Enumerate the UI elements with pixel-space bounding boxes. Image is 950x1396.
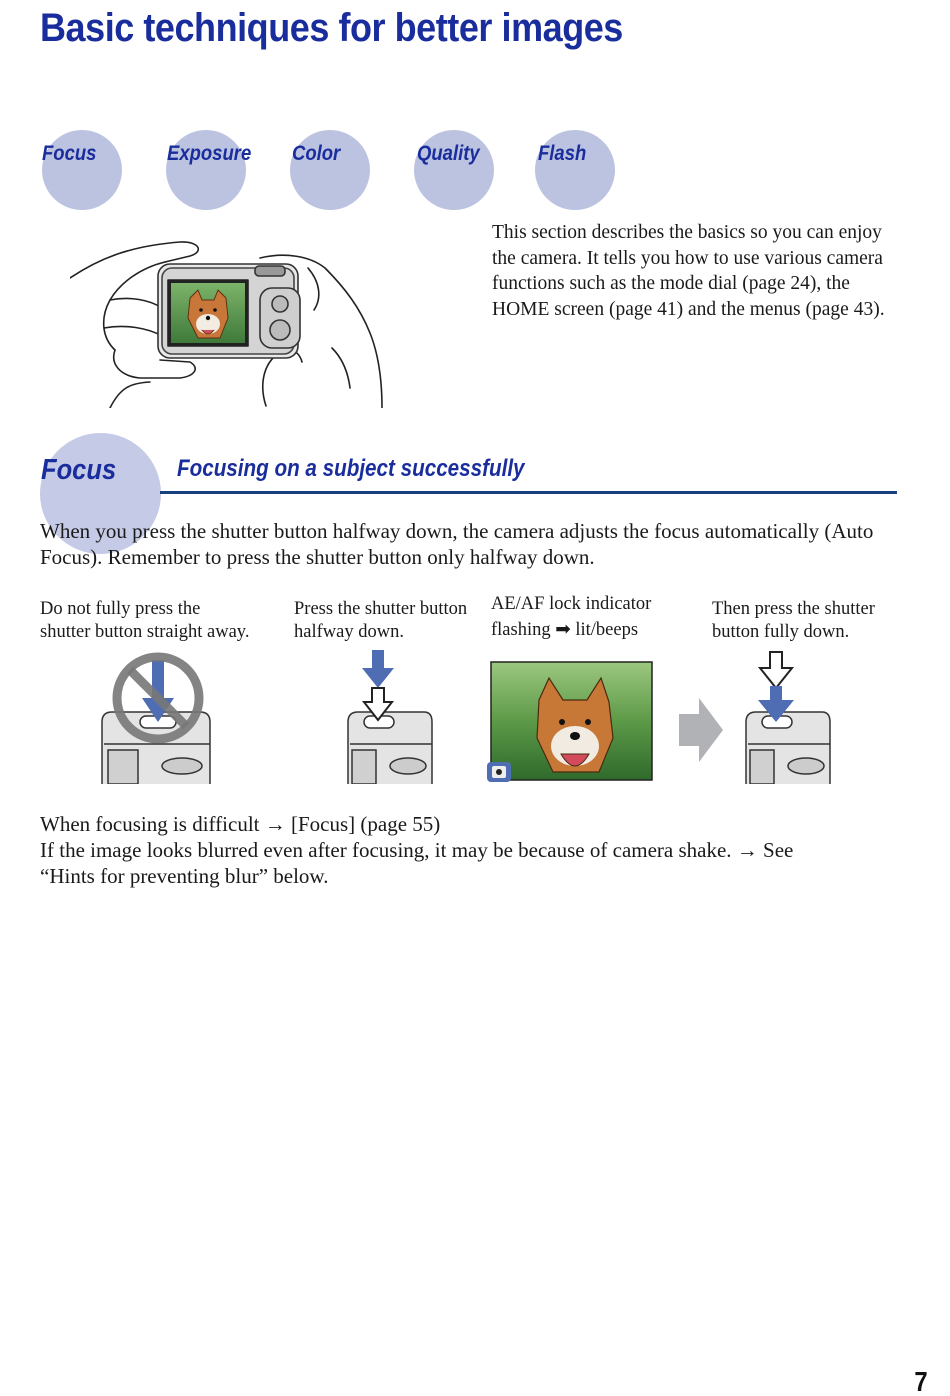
hint-blur-line-1: If the image looks blurred even after focusing, it may be because of camera shake. → See	[40, 838, 794, 862]
step-4-line-2: button fully down.	[712, 621, 850, 642]
page-title: Basic techniques for better images	[40, 6, 623, 50]
step-2-figure	[346, 650, 434, 784]
step-3-line-2a: flashing	[491, 619, 551, 640]
step-3-line-1: AE/AF lock indicator	[491, 594, 652, 614]
outline-down-arrow-icon	[760, 652, 792, 688]
ae-af-lock-indicator-icon	[487, 762, 511, 782]
step-3-line-2b: lit/beeps	[575, 619, 639, 640]
tab-quality[interactable]: Quality	[417, 142, 480, 165]
tab-focus[interactable]: Focus	[42, 142, 97, 165]
tab-color[interactable]: Color	[292, 142, 341, 165]
page-number: 7	[914, 1366, 928, 1396]
step-3-lcd-figure	[487, 660, 655, 784]
step-2-caption	[294, 598, 467, 643]
down-arrow-icon	[362, 650, 394, 688]
hint-blur-line-2: “Hints for preventing blur” below.	[40, 864, 329, 888]
focus-body-paragraph: When you press the shutter button halfway down, the camera adjusts the focus automatically (Auto Focus). Remember to press the shutter button only halfway down.	[40, 519, 874, 569]
next-step-arrow-icon	[679, 698, 723, 762]
camera-in-hands-illustration	[70, 238, 386, 408]
step-2-line-1: Press the shutter button	[294, 599, 468, 619]
step-2-line-2: halfway down.	[294, 621, 404, 642]
tab-exposure[interactable]: Exposure	[167, 142, 252, 165]
section-heading: Focusing on a subject successfully	[177, 455, 525, 482]
step-3-caption	[491, 593, 651, 641]
step-4-figure	[744, 650, 832, 784]
step-1-caption	[40, 598, 249, 643]
focus-section-badge: Focus	[41, 454, 117, 486]
step-4-line-1: Then press the shutter	[712, 599, 875, 619]
step-4-caption	[712, 598, 875, 643]
intro-paragraph: This section describes the basics so you can enjoy the camera. It tells you how to use various camera functions such as the mode dial (page 24), the HOME screen (page 41) and the menus (page 43).	[492, 222, 885, 321]
step-1-line-1: Do not fully press the	[40, 599, 201, 619]
right-arrow-icon: ➡	[555, 618, 571, 640]
step-1-figure	[100, 650, 212, 784]
hint-focus-difficult: When focusing is difficult → [Focus] (page 55)	[40, 812, 441, 836]
tab-flash[interactable]: Flash	[538, 142, 587, 165]
step-1-line-2: shutter button straight away.	[40, 621, 250, 642]
section-divider	[160, 491, 897, 494]
